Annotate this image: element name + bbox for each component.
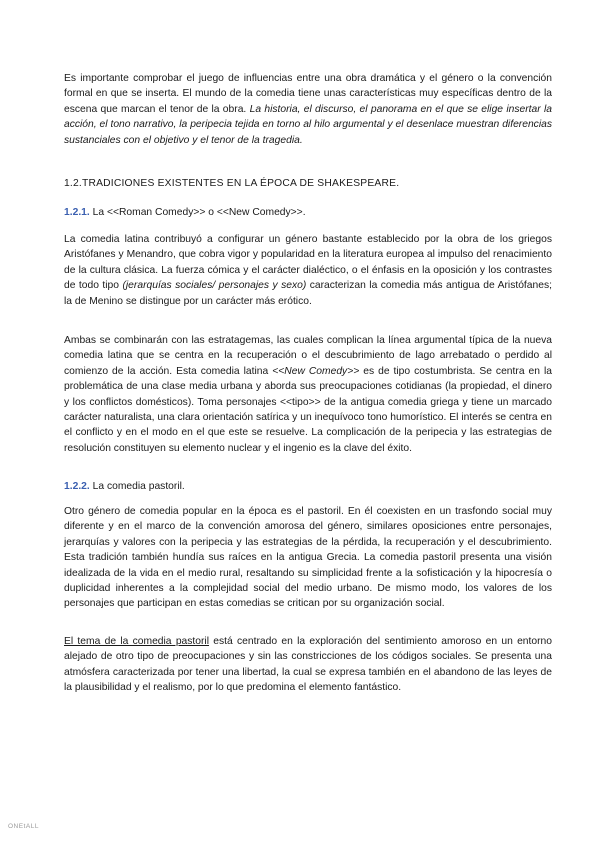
paragraph-text: caracterizan la comedia más antigua de Aristófanes; la de Menino se distingue por un carácter más erótico.: [64, 280, 552, 307]
paragraph-italic-text: (jerarquías sociales/ personajes y sexo): [122, 280, 307, 292]
paragraph-text: Ambas se combinarán con las estratagemas, las cuales complican la línea argumental típica de la nueva comedia latina que se centra en la recuperación o el descubrimiento de lago arrebatado o perdido al comienzo de la acción. Esta comedia latina: [64, 335, 552, 377]
paragraph-text: La comedia latina contribuyó a configurar un género bastante establecido por la obra de los griegos Aristófanes y Menandro, que cobra vigor y popularidad en la literatura europea al impulso del renacimiento de la cultura clásica. La fuerza cómica y el carácter dialéctico, o el énfasis en la oposición y los contrastes de todo tipo: [64, 234, 552, 292]
paragraph-estratagemas: [64, 333, 552, 456]
paragraph-tema-pastoril: [64, 634, 552, 696]
subheading-number: 1.2.1.: [64, 207, 90, 218]
subheading-roman-comedy: [64, 205, 306, 220]
subheading-title: La <<Roman Comedy>> o <<New Comedy>>.: [89, 207, 306, 218]
paragraph-text: está centrado en la exploración del sentimiento amoroso en un entorno alejado de otro tipo de preocupaciones y sin las constricciones de los códigos sociales. Se presenta una atmósfera caracterizada por tener una libertad, la cual se expresa también en el abandono de las leyes de la plausibilidad y el realismo, por lo que predomina el elemento fantástico.: [64, 636, 552, 694]
paragraph-comedia-latina: [64, 232, 552, 309]
subheading-pastoral-comedy: [64, 479, 185, 494]
section-heading: 1.2.TRADICIONES EXISTENTES EN LA ÉPOCA DE SHAKESPEARE.: [64, 178, 400, 189]
footer-watermark: ONEtALL: [8, 823, 39, 830]
intro-text: Es importante comprobar el juego de influencias entre una obra dramática y el género o la convención formal en que se inserta. El mundo de la comedia tiene unas características muy específicas dentro de la escena que marcan el tenor de la obra.: [64, 73, 552, 115]
paragraph-italic-text: <<New Comedy>>: [272, 365, 360, 377]
intro-paragraph: [64, 71, 552, 148]
paragraph-text: es de tipo costumbrista. Se centra en la problemática de una clase media urbana y aborda sus preocupaciones cotidianas (la propiedad, el dinero y los conflictos domésticos). Toma personajes <<tipo>> de la antigua comedia griega y tiene un marcado carácter naturalista, una clara orientación satírica y un inequívoco tono humorístico. El interés se centra en el conflicto y en el modo en el que este se resuelve. La complicación de la peripecia y las estrategias de resolución constituyen su elemento nuclear y el ingenio es la clave del éxito.: [64, 365, 552, 454]
intro-italic-text: La historia, el discurso, el panorama en el que se elige insertar la acción, el tono narrativo, la peripecia tejida en torno al hilo argumental y el desenlace muestran diferencias sustanciales con el objetivo y el tenor de la tragedia.: [64, 103, 552, 146]
subheading-title: La comedia pastoril.: [89, 481, 185, 492]
underlined-text: El tema de la comedia pastoril: [64, 636, 210, 647]
subheading-number: 1.2.2.: [64, 481, 90, 492]
paragraph-pastoril: Otro género de comedia popular en la época es el pastoril. En él coexisten en un trasfondo social muy diferente y en el marco de la convención amorosa del género, similares oposiciones entre personajes, jerarquías y valores con la peripecia y las estrategias de la pérdida, la recuperación y el descubrimiento. Esta tradición también hundía sus raíces en la antigua Grecia. La comedia pastoril presenta una visión idealizada de la vida en el medio rural, resaltando su simplicidad frente a la sofisticación y la hipocresía o duplicidad inherentes a la complejidad social del medio urbano. De mismo modo, los valores de los personajes que participan en estas comedias se critican por su organización social.: [64, 506, 552, 610]
